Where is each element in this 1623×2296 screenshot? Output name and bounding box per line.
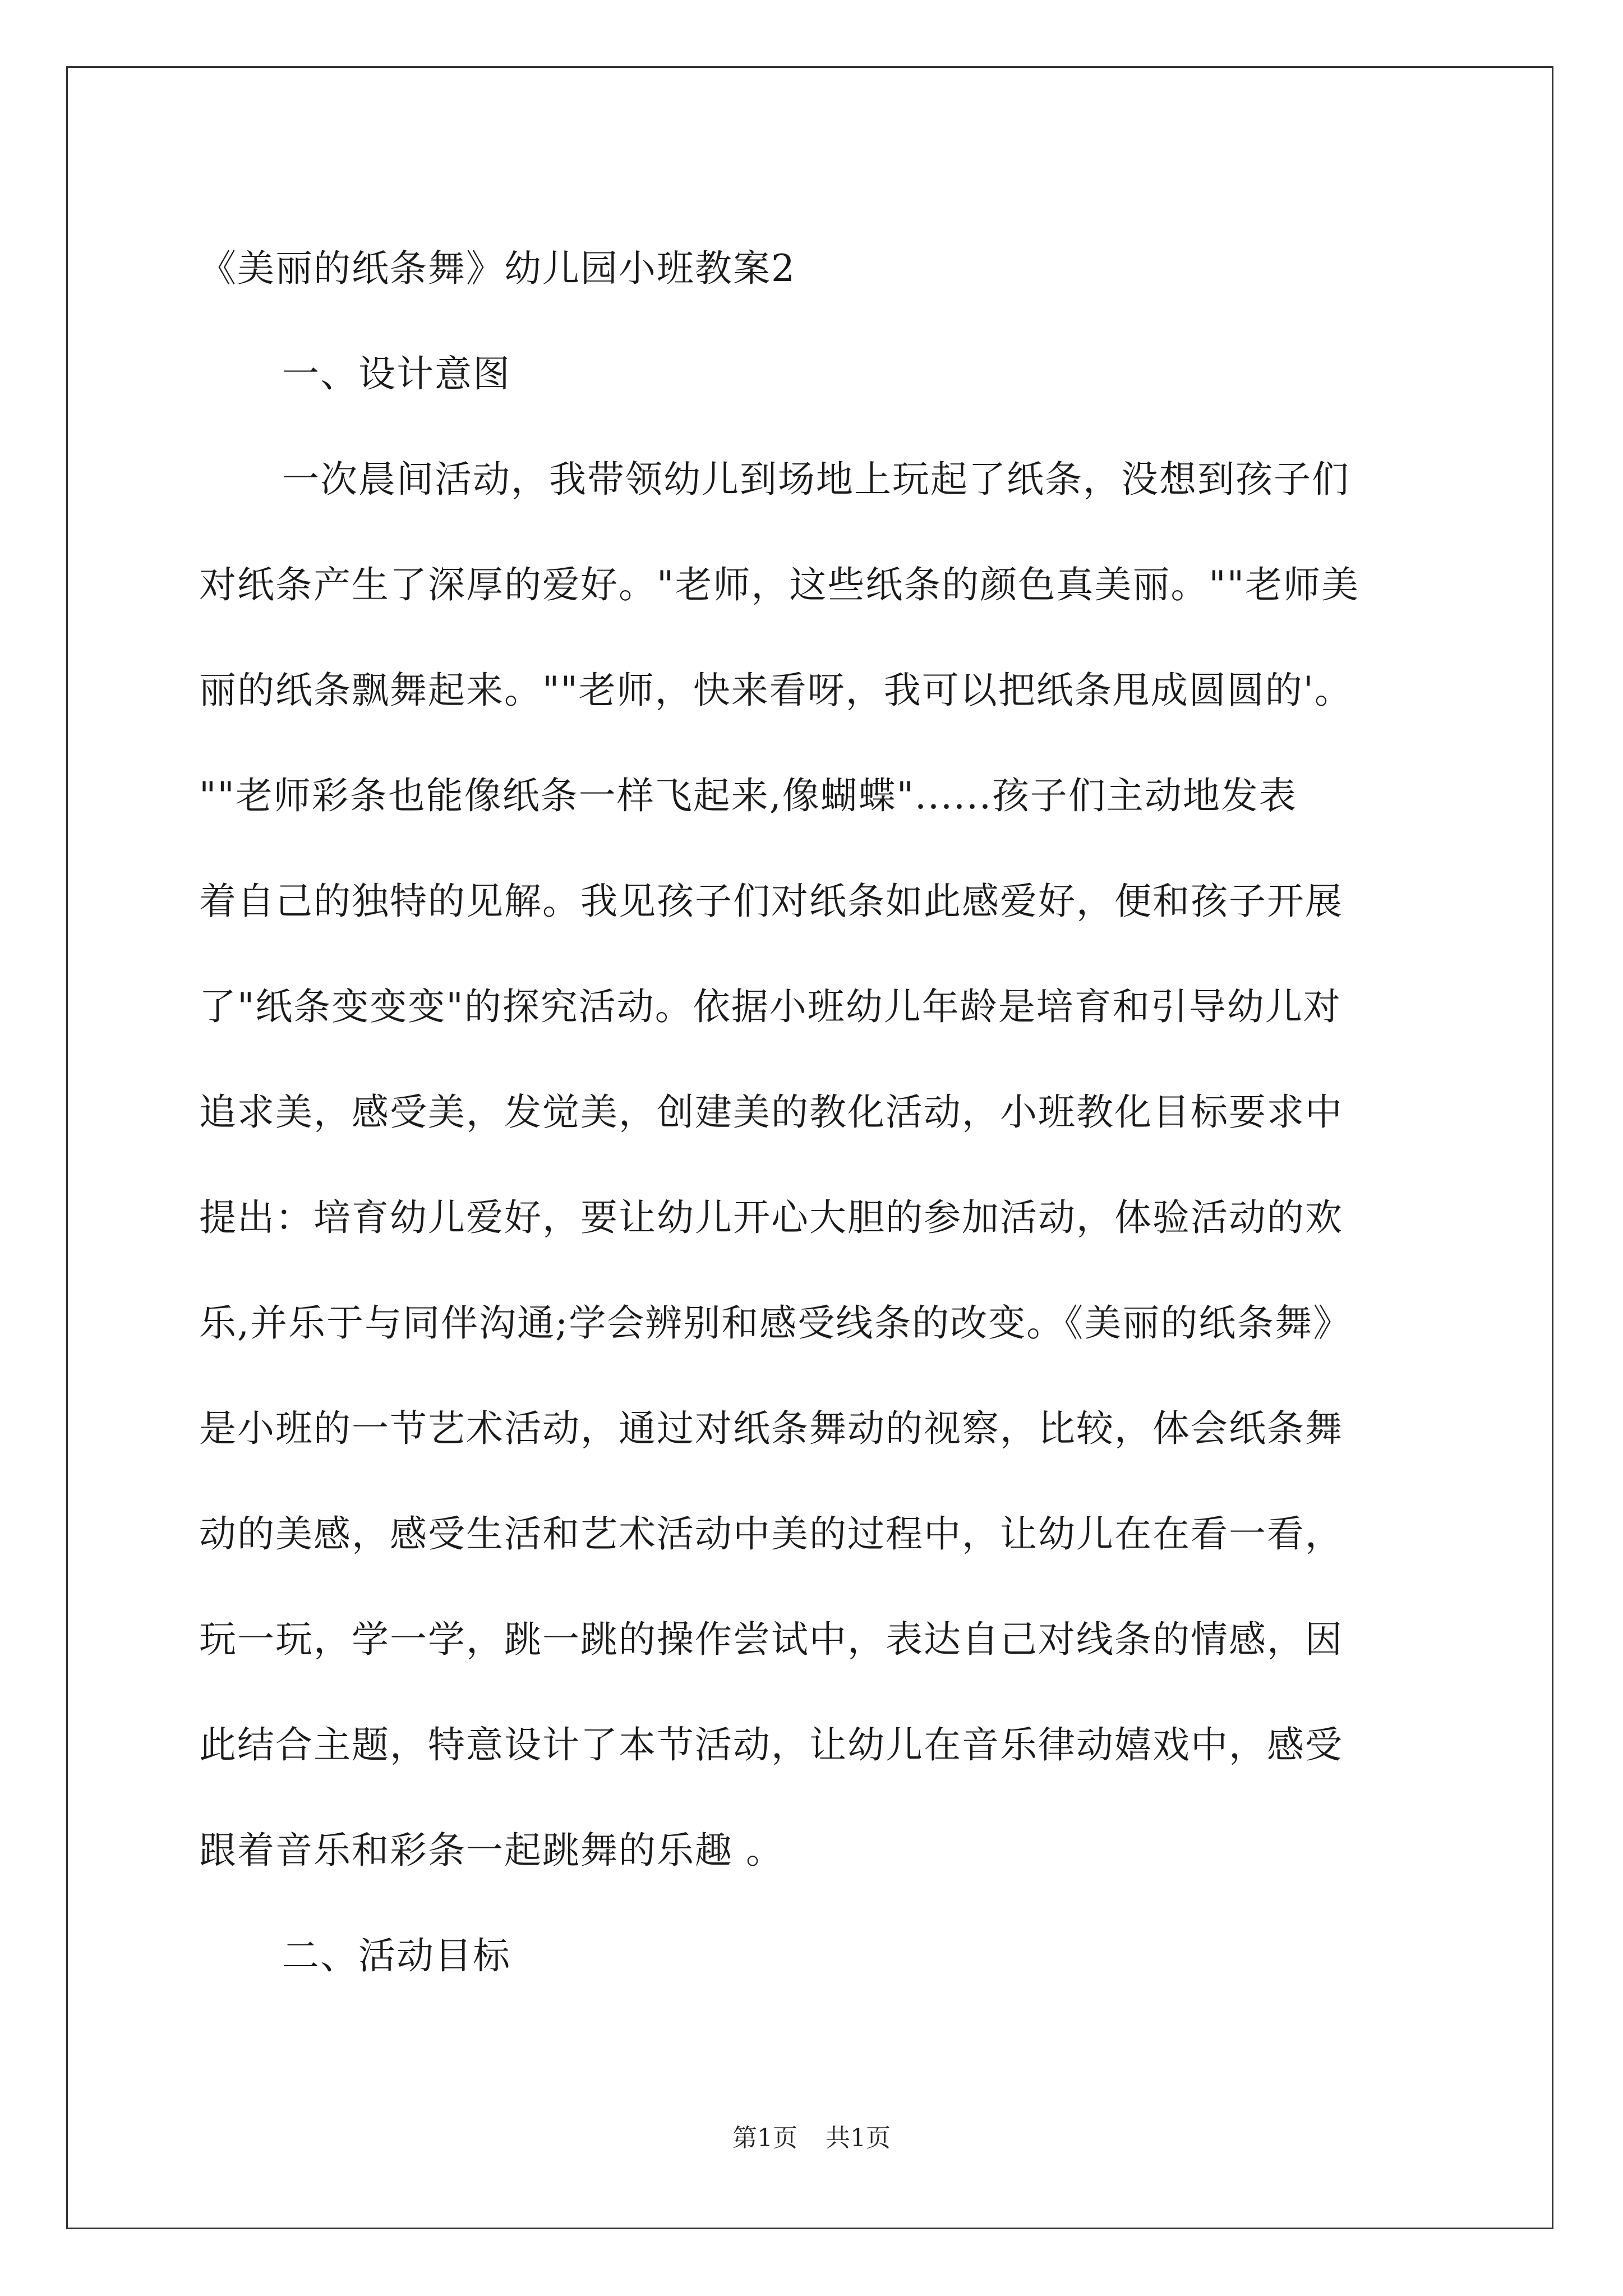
paragraph-line: 玩一玩，学一学，跳一跳的操作尝试中，表达自己对线条的情感，因 [199,1618,1343,1661]
paragraph-line: 乐,并乐于与同伴沟通;学会辨别和感受线条的改变。《美丽的纸条舞》 [199,1301,1352,1345]
page-number: 第1页 [732,2124,797,2152]
section-heading-design-intent: 一、设计意图 [282,352,511,395]
paragraph-line: 了"纸条变变变"的探究活动。依据小班幼儿年龄是培育和引导幼儿对 [199,985,1341,1028]
paragraph-line: 动的美感，感受生活和艺术活动中美的过程中，让幼儿在在看一看， [199,1512,1343,1556]
paragraph-line: 对纸条产生了深厚的爱好。"老师，这些纸条的颜色真美丽。""老师美 [199,563,1360,606]
paragraph-line: 着自己的独特的见解。我见孩子们对纸条如此感爱好，便和孩子开展 [199,880,1343,923]
section-heading-activity-goals: 二、活动目标 [282,1934,511,1977]
paragraph-line: 一次晨间活动，我带领幼儿到场地上玩起了纸条，没想到孩子们 [282,458,1350,501]
page-footer [0,2118,1623,2154]
paragraph-line: 追求美，感受美，发觉美，创建美的教化活动，小班教化目标要求中 [199,1091,1343,1134]
paragraph-line: 此结合主题，特意设计了本节活动，让幼儿在音乐律动嬉戏中，感受 [199,1723,1343,1766]
page-total: 共1页 [826,2124,891,2152]
paragraph-line: 提出：培育幼儿爱好，要让幼儿开心大胆的参加活动，体验活动的欢 [199,1196,1343,1239]
paragraph-line: 跟着音乐和彩条一起跳舞的乐趣 。 [199,1829,784,1872]
paragraph-line: 丽的纸条飘舞起来。""老师，快来看呀，我可以把纸条甩成圆圆的'。 [199,669,1353,712]
document-body [199,216,1438,2009]
paragraph-line: 是小班的一节艺术活动，通过对纸条舞动的视察，比较，体会纸条舞 [199,1407,1343,1450]
paragraph-line: ""老师彩条也能像纸条一样飞起来,像蝴蝶"......孩子们主动地发表 [199,774,1297,817]
document-title: 《美丽的纸条舞》幼儿园小班教案2 [199,247,796,290]
